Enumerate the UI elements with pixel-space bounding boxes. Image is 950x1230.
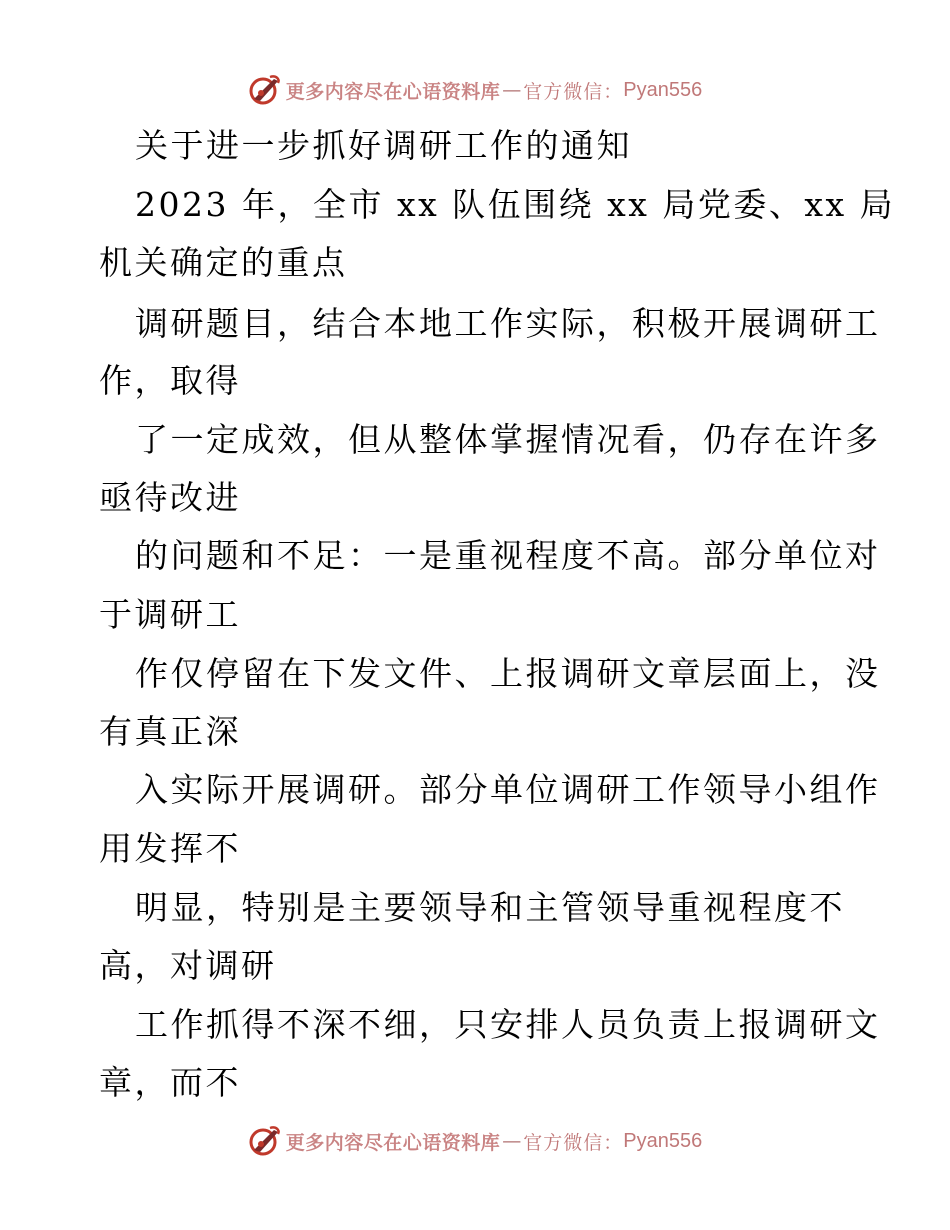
paragraph-line: 作，取得 — [99, 361, 241, 400]
paragraph-line: 用发挥不 — [99, 829, 241, 868]
paragraph-line: 工作抓得不深不细，只安排人员负责上报调研文 — [135, 1005, 881, 1044]
paragraph-line: 亟待改进 — [99, 478, 241, 517]
banner-wechat-id: Pyan556 — [623, 1129, 703, 1152]
paragraph-line: 的问题和不足：一是重视程度不高。部分单位对 — [135, 536, 881, 575]
paragraph-line: 入实际开展调研。部分单位调研工作领导小组作 — [135, 770, 881, 809]
quill-logo-icon — [248, 73, 282, 107]
banner-site-text: 更多内容尽在心语资料库 — [285, 80, 501, 103]
paragraph-line: 高，对调研 — [99, 946, 277, 985]
paragraph-line: 了一定成效，但从整体掌握情况看，仍存在许多 — [135, 420, 881, 459]
paragraph-line: 于调研工 — [99, 595, 241, 634]
paragraph-line: 2023 年，全市 xx 队伍围绕 xx 局党委、xx 局 — [135, 185, 896, 224]
banner-site-text: 更多内容尽在心语资料库 — [285, 1131, 501, 1154]
header-banner — [0, 70, 950, 110]
paragraph-line: 调研题目，结合本地工作实际，积极开展调研工 — [135, 304, 881, 343]
document-title: 关于进一步抓好调研工作的通知 — [135, 126, 632, 165]
paragraph-line: 作仅停留在下发文件、上报调研文章层面上，没 — [135, 654, 881, 693]
paragraph-line: 有真正深 — [99, 712, 241, 751]
quill-logo-icon — [248, 1124, 282, 1158]
paragraph-line: 明显，特别是主要领导和主管领导重视程度不 — [135, 888, 845, 927]
banner-dash: — — [502, 79, 522, 101]
banner-wechat-id: Pyan556 — [623, 78, 703, 101]
paragraph-line: 章，而不 — [99, 1063, 241, 1102]
banner-wechat-label: 官方微信： — [523, 80, 624, 103]
banner-dash: — — [502, 1130, 522, 1152]
banner-wechat-label: 官方微信： — [523, 1131, 624, 1154]
paragraph-line: 机关确定的重点 — [99, 243, 348, 282]
footer-banner — [0, 1121, 950, 1161]
